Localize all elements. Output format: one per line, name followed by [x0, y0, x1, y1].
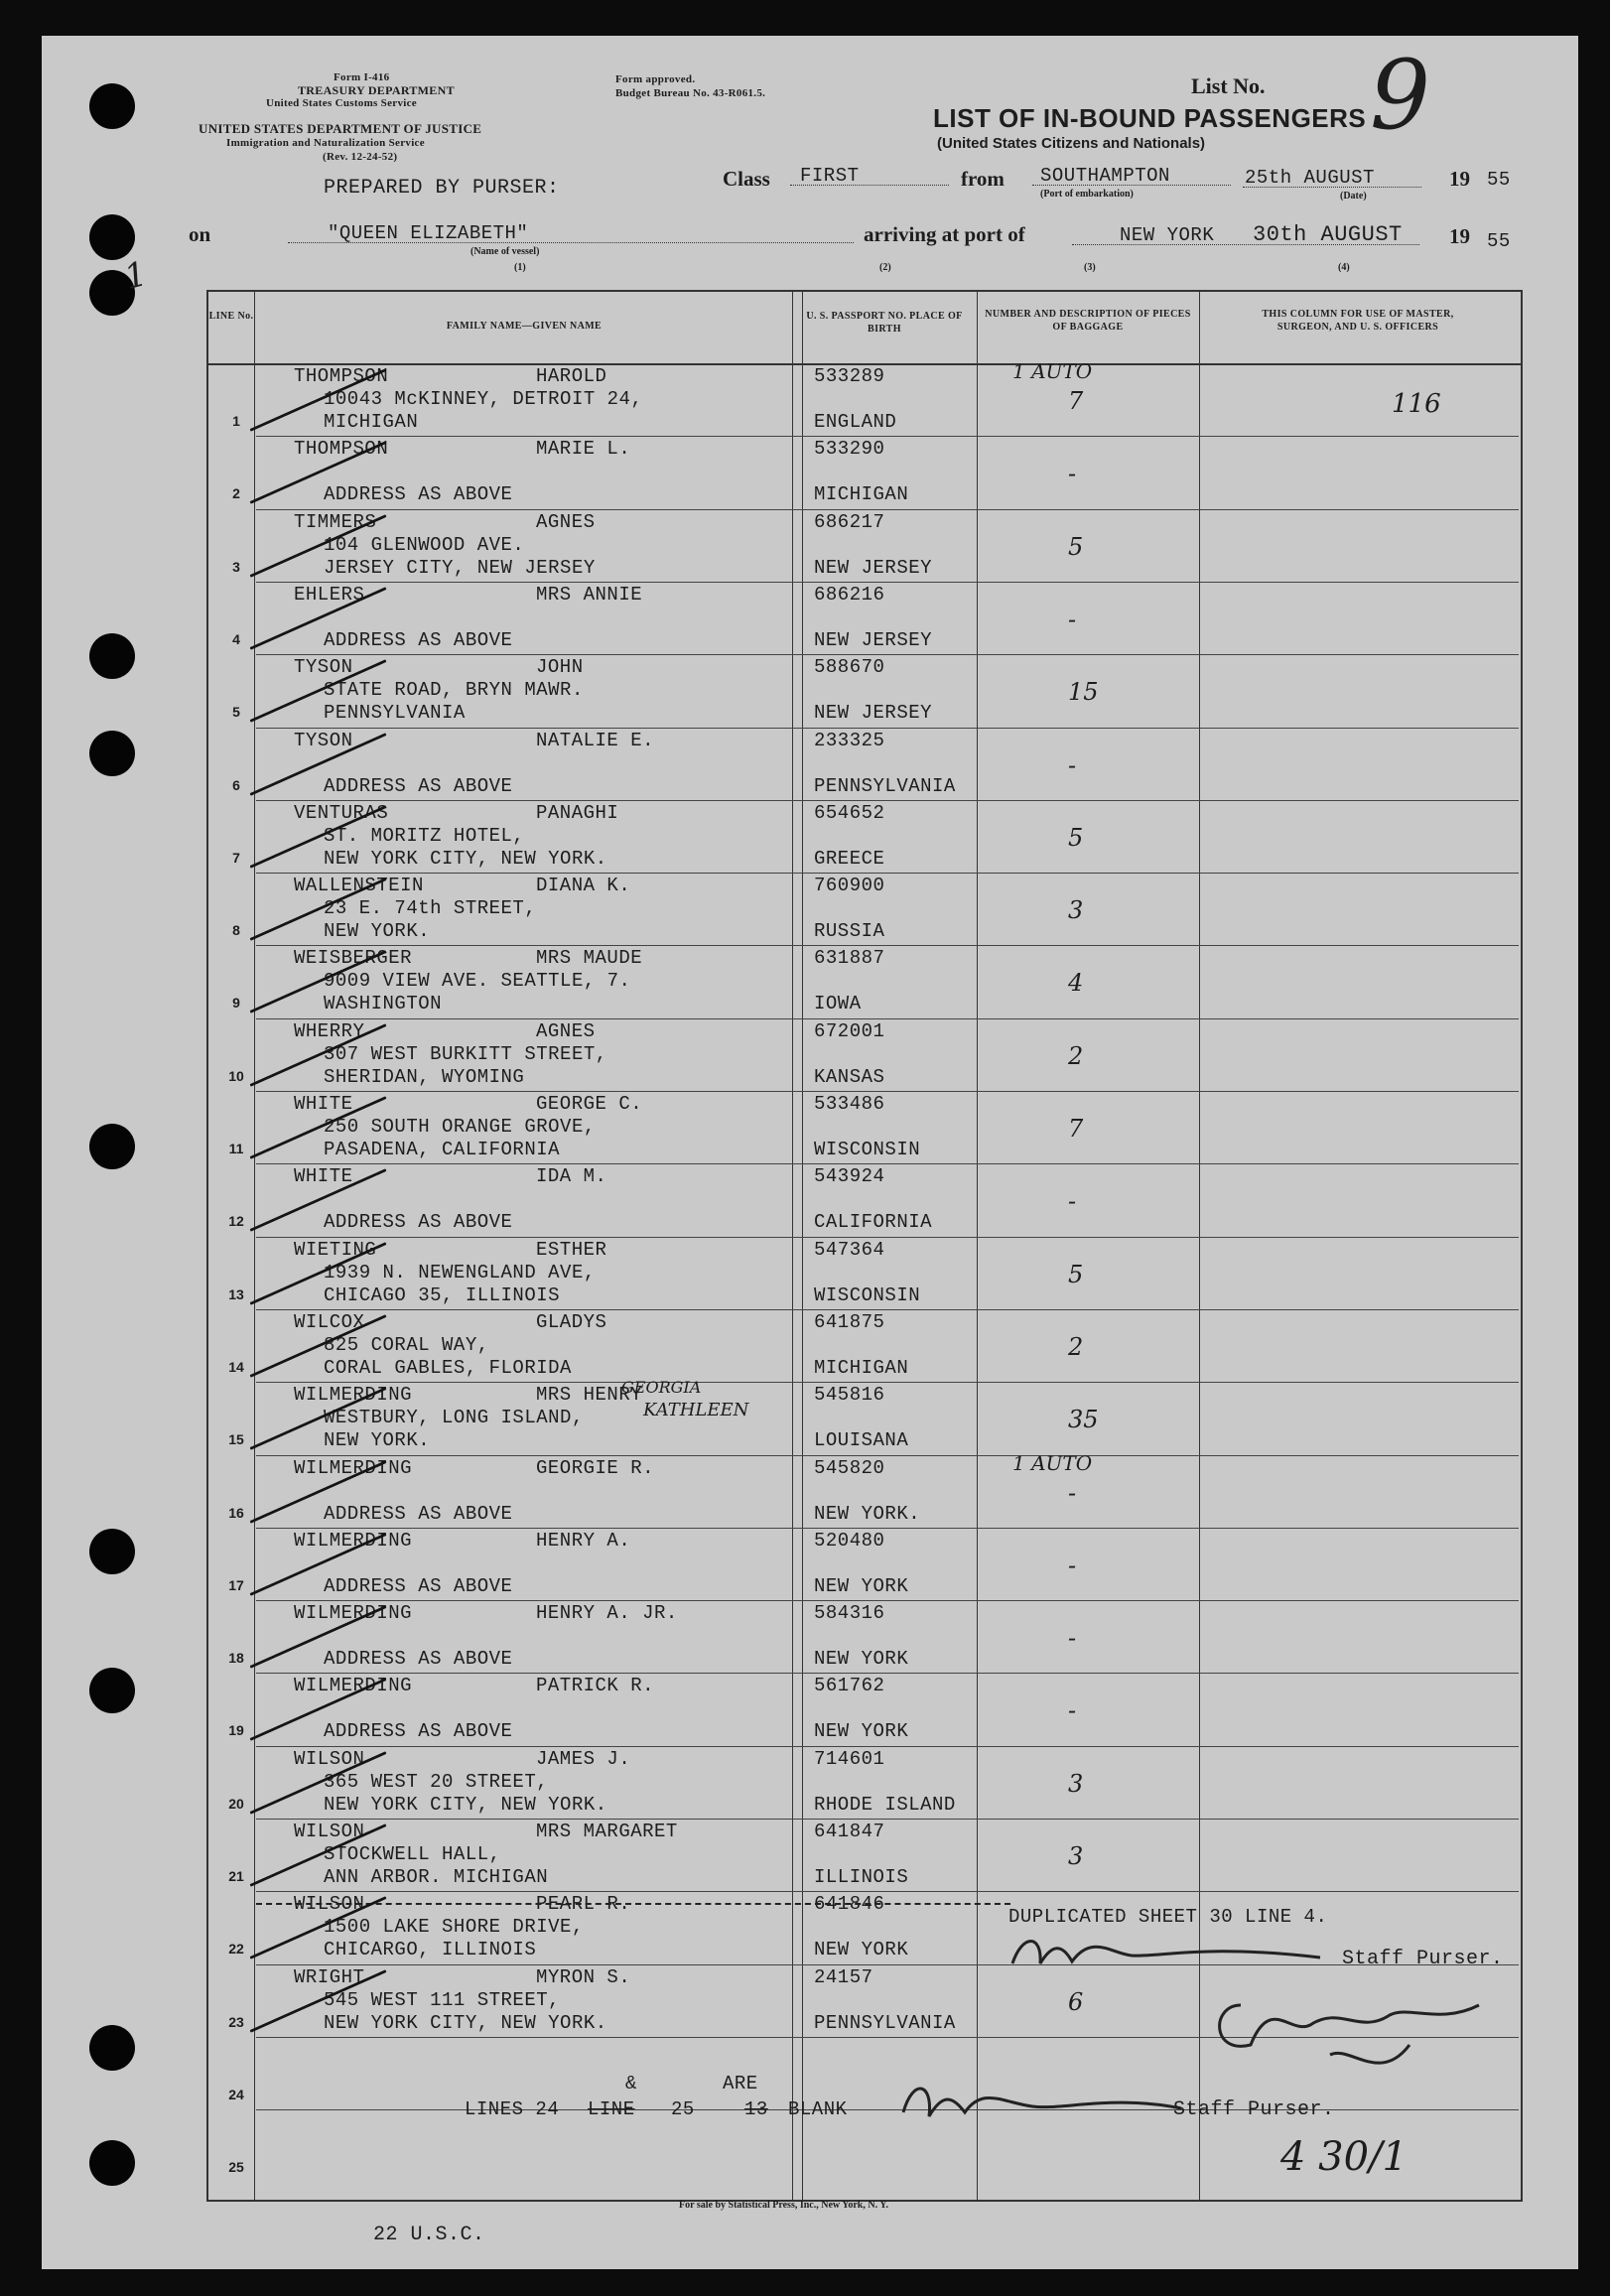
- signature-mark: [893, 2073, 1191, 2132]
- passport-number: 545820: [814, 1456, 885, 1479]
- arrival-date: 30th AUGUST: [1253, 222, 1403, 247]
- given-name: JAMES J.: [536, 1747, 631, 1770]
- blank-lines-25: 25: [671, 2098, 695, 2120]
- given-name: JOHN: [536, 656, 584, 679]
- line-number: 18: [228, 1650, 244, 1667]
- baggage-count: -: [1068, 1624, 1077, 1653]
- punch-hole: [89, 633, 135, 679]
- given-name: ESTHER: [536, 1238, 607, 1261]
- given-name: HAROLD: [536, 365, 607, 387]
- line-number: 20: [228, 1795, 244, 1812]
- officer-note: 116: [1392, 389, 1441, 419]
- baggage-note: 1 AUTO: [1012, 1450, 1093, 1475]
- baggage-count: 15: [1068, 678, 1099, 707]
- address-line-2: NEW YORK.: [324, 920, 431, 943]
- family-name: WHITE: [294, 1093, 353, 1115]
- address-line-2: NEW YORK.: [324, 1429, 431, 1452]
- row-divider: [256, 1091, 1519, 1092]
- given-name: PATRICK R.: [536, 1675, 655, 1697]
- year2-prefix: 19: [1449, 224, 1470, 248]
- family-name: THOMPSON: [294, 438, 389, 461]
- form-revision: (Rev. 12-24-52): [323, 151, 398, 163]
- vessel-name: "QUEEN ELIZABETH": [328, 222, 529, 244]
- address-line-2: ADDRESS AS ABOVE: [324, 628, 513, 651]
- passport-number: 533289: [814, 365, 885, 387]
- on-label: on: [189, 222, 211, 246]
- birth-place: KANSAS: [814, 1065, 885, 1088]
- given-name: PEARL R.: [536, 1893, 631, 1916]
- punch-hole: [89, 1668, 135, 1713]
- given-name: HENRY A. JR.: [536, 1602, 678, 1625]
- col-header-name: FAMILY NAME—GIVEN NAME: [446, 321, 603, 332]
- family-name: TYSON: [294, 729, 353, 751]
- address-line-2: ADDRESS AS ABOVE: [324, 1720, 513, 1743]
- baggage-count: 3: [1068, 1842, 1084, 1870]
- family-name: WHITE: [294, 1165, 353, 1188]
- given-name: MRS HENRY: [536, 1384, 643, 1407]
- birth-place: WISCONSIN: [814, 1283, 921, 1306]
- passport-number: 641875: [814, 1310, 885, 1333]
- list-no-value: 9: [1370, 40, 1431, 151]
- address-line-2: CHICARGO, ILLINOIS: [324, 1939, 537, 1961]
- birth-place: ILLINOIS: [814, 1866, 909, 1888]
- line-number: 2: [232, 485, 240, 502]
- row-divider: [256, 1163, 1519, 1164]
- printer-note: For sale by Statistical Press, Inc., New York, N. Y.: [679, 2200, 889, 2211]
- address-line-2: NEW YORK CITY, NEW YORK.: [324, 847, 607, 870]
- embark-date: 25th AUGUST: [1245, 167, 1375, 189]
- family-name: WIETING: [294, 1238, 377, 1261]
- passport-number: 545816: [814, 1384, 885, 1407]
- birth-place: IOWA: [814, 993, 862, 1015]
- address-line-2: ADDRESS AS ABOVE: [324, 774, 513, 797]
- address-line-1: 9009 VIEW AVE. SEATTLE, 7.: [324, 970, 631, 993]
- arrival-year: 55: [1487, 230, 1511, 252]
- baggage-count: 2: [1068, 1332, 1084, 1361]
- row-divider: [256, 654, 1519, 655]
- form-subtitle: (United States Citizens and Nationals): [937, 135, 1206, 152]
- address-line-2: ADDRESS AS ABOVE: [324, 1502, 513, 1525]
- budget-bureau: Budget Bureau No. 43-R061.5.: [615, 87, 766, 99]
- passport-number: 714601: [814, 1747, 885, 1770]
- family-name: WILSON: [294, 1821, 365, 1842]
- line-number: 7: [232, 849, 240, 866]
- given-name: HENRY A.: [536, 1529, 631, 1552]
- line-number: 4: [232, 630, 240, 647]
- line-number: 11: [228, 1141, 244, 1156]
- form-approved: Form approved.: [615, 73, 696, 85]
- punch-hole: [89, 731, 135, 776]
- birth-place: NEW YORK: [814, 1574, 909, 1597]
- line-number: 5: [232, 704, 240, 721]
- birth-place: RUSSIA: [814, 920, 885, 943]
- prepared-by: PREPARED BY PURSER:: [324, 177, 560, 200]
- embark-port: SOUTHAMPTON: [1040, 165, 1170, 187]
- baggage-count: 6: [1068, 1987, 1084, 2016]
- passport-number: 631887: [814, 947, 885, 970]
- row-divider: [256, 1309, 1519, 1310]
- given-name: MRS MARGARET: [536, 1821, 678, 1842]
- family-name: WILMERDING: [294, 1384, 413, 1407]
- line-number: 17: [228, 1576, 244, 1593]
- baggage-count: 3: [1068, 1769, 1084, 1798]
- passport-number: 686216: [814, 583, 885, 606]
- address-line-2: CHICAGO 35, ILLINOIS: [324, 1283, 561, 1306]
- purser-signature-2: [1211, 1975, 1489, 2090]
- given-name: GLADYS: [536, 1310, 607, 1333]
- family-name: VENTURAS: [294, 801, 389, 824]
- family-name: TIMMERS: [294, 510, 377, 533]
- line-number: 22: [228, 1941, 244, 1958]
- address-line-2: PENNSYLVANIA: [324, 702, 466, 725]
- line-number: 13: [228, 1285, 244, 1302]
- given-name: MARIE L.: [536, 438, 631, 461]
- row-divider: [256, 436, 1519, 437]
- line-number: 10: [228, 1067, 244, 1084]
- row-divider: [256, 1528, 1519, 1529]
- line-number: 24: [228, 2086, 244, 2102]
- row-divider: [256, 1891, 1519, 1892]
- birth-place: WISCONSIN: [814, 1139, 921, 1160]
- given-name: AGNES: [536, 510, 596, 533]
- address-line-1: 1500 LAKE SHORE DRIVE,: [324, 1916, 584, 1939]
- row-divider: [256, 1382, 1519, 1383]
- row-divider: [256, 582, 1519, 583]
- address-line-1: 307 WEST BURKITT STREET,: [324, 1042, 607, 1065]
- family-name: EHLERS: [294, 583, 365, 606]
- given-name: DIANA K.: [536, 875, 631, 897]
- given-name: MRS MAUDE: [536, 947, 643, 970]
- address-line-2: JERSEY CITY, NEW JERSEY: [324, 556, 596, 579]
- passport-number: 24157: [814, 1965, 873, 1988]
- birth-place: MICHIGAN: [814, 483, 909, 506]
- row-divider: [256, 1673, 1519, 1674]
- line-number: 9: [232, 995, 240, 1012]
- punch-hole: [89, 214, 135, 260]
- row-divider: [256, 1819, 1519, 1820]
- footer-code: 22 U.S.C.: [373, 2224, 485, 2246]
- line-number: 12: [228, 1213, 244, 1230]
- birth-place: NEW YORK: [814, 1939, 909, 1961]
- passport-number: 584316: [814, 1602, 885, 1625]
- margin-mark: 1: [120, 253, 152, 299]
- passport-number: 641847: [814, 1821, 885, 1842]
- baggage-count: 5: [1068, 823, 1084, 852]
- row-divider: [256, 945, 1519, 946]
- line-number: 15: [228, 1431, 244, 1448]
- birth-place: CALIFORNIA: [814, 1211, 933, 1234]
- address-line-2: ADDRESS AS ABOVE: [324, 1211, 513, 1234]
- baggage-count: 7: [1068, 387, 1084, 415]
- blank-lines-line: LINE: [588, 2098, 635, 2120]
- baggage-count: -: [1068, 750, 1077, 779]
- passport-number: 760900: [814, 875, 885, 897]
- vessel-caption: (Name of vessel): [470, 246, 540, 257]
- line-number: 16: [228, 1504, 244, 1521]
- birth-place: PENNSYLVANIA: [814, 2011, 956, 2034]
- baggage-count: -: [1068, 1551, 1077, 1579]
- baggage-count: -: [1068, 605, 1077, 633]
- passport-number: 641846: [814, 1893, 885, 1916]
- signature-mark: [1211, 1975, 1489, 2085]
- family-name: WILMERDING: [294, 1602, 413, 1625]
- justice-dept: UNITED STATES DEPARTMENT OF JUSTICE: [199, 121, 482, 136]
- arriving-label: arriving at port of: [864, 222, 1025, 246]
- row-divider: [256, 728, 1519, 729]
- baggage-note: 1 AUTO: [1012, 359, 1093, 383]
- address-correction: KATHLEEN: [643, 1400, 749, 1421]
- form-title: LIST OF IN-BOUND PASSENGERS: [933, 103, 1367, 133]
- birth-place: NEW YORK: [814, 1648, 909, 1671]
- passport-number: 520480: [814, 1529, 885, 1552]
- address-line-1: 104 GLENWOOD AVE.: [324, 533, 525, 556]
- address-line-2: SHERIDAN, WYOMING: [324, 1065, 525, 1088]
- blank-lines-amp: &: [625, 2073, 637, 2094]
- year-prefix: 19: [1449, 167, 1470, 191]
- address-line-1: 23 E. 74th STREET,: [324, 897, 537, 920]
- address-line-1: 545 WEST 111 STREET,: [324, 1988, 561, 2011]
- line-number: 25: [228, 2159, 244, 2176]
- line-number: 8: [232, 922, 240, 939]
- birth-place: NEW YORK.: [814, 1502, 921, 1525]
- given-name: GEORGIE R.: [536, 1456, 655, 1479]
- family-name: WILMERDING: [294, 1675, 413, 1697]
- row-divider: [256, 1018, 1519, 1019]
- col-header-line: LINE No.: [208, 311, 254, 322]
- family-name: TYSON: [294, 656, 353, 679]
- address-line-1: 365 WEST 20 STREET,: [324, 1770, 549, 1793]
- given-name: GEORGE C.: [536, 1093, 643, 1115]
- birth-place: NEW JERSEY: [814, 628, 933, 651]
- baggage-count: 5: [1068, 1260, 1084, 1288]
- punch-hole: [89, 83, 135, 129]
- address-line-1: 1939 N. NEWENGLAND AVE,: [324, 1261, 596, 1283]
- address-line-1: 10043 McKINNEY, DETROIT 24,: [324, 388, 643, 410]
- form-number: Form I-416: [334, 71, 390, 83]
- passport-number: 533290: [814, 438, 885, 461]
- address-line-2: PASADENA, CALIFORNIA: [324, 1139, 561, 1160]
- line-number: 21: [228, 1868, 244, 1884]
- customs-service: United States Customs Service: [266, 97, 417, 109]
- address-line-1: 825 CORAL WAY,: [324, 1333, 489, 1356]
- address-line-2: WASHINGTON: [324, 993, 443, 1015]
- row-divider: [256, 1237, 1519, 1238]
- col-num-2: (2): [879, 262, 891, 273]
- passport-number: 533486: [814, 1093, 885, 1115]
- address-line-2: NEW YORK CITY, NEW YORK.: [324, 2011, 607, 2034]
- family-name: WRIGHT: [294, 1965, 365, 1988]
- baggage-count: 7: [1068, 1115, 1084, 1143]
- col-header-officers: THIS COLUMN FOR USE OF MASTER, SURGEON, AND U. S. OFFICERS: [1262, 309, 1454, 333]
- family-name: THOMPSON: [294, 365, 389, 387]
- blank-lines-13: 13: [744, 2098, 768, 2120]
- birth-place: NEW YORK: [814, 1720, 909, 1743]
- baggage-count: 35: [1068, 1406, 1099, 1434]
- family-name: WILMERDING: [294, 1529, 413, 1552]
- row-divider: [256, 873, 1519, 874]
- row-divider: [256, 509, 1519, 510]
- blank-lines-are: ARE: [723, 2073, 758, 2094]
- row-divider: [256, 1455, 1519, 1456]
- birth-place: MICHIGAN: [814, 1356, 909, 1379]
- family-name: WILSON: [294, 1747, 365, 1770]
- passport-number: 561762: [814, 1675, 885, 1697]
- blank-lines-pre: LINES 24: [465, 2098, 560, 2120]
- address-line-2: ADDRESS AS ABOVE: [324, 1574, 513, 1597]
- passport-number: 686217: [814, 510, 885, 533]
- address-line-1: ST. MORITZ HOTEL,: [324, 824, 525, 847]
- address-line-2: NEW YORK CITY, NEW YORK.: [324, 1793, 607, 1816]
- blank-lines-post: BLANK: [788, 2098, 848, 2120]
- punch-hole: [89, 1529, 135, 1574]
- baggage-count: -: [1068, 1187, 1077, 1216]
- embark-caption: (Port of embarkation): [1040, 189, 1134, 200]
- col-num-1: (1): [514, 262, 526, 273]
- list-no-label: List No.: [1191, 73, 1266, 98]
- given-name: IDA M.: [536, 1165, 607, 1188]
- passport-number: 588670: [814, 656, 885, 679]
- from-label: from: [961, 167, 1005, 191]
- line-number: 3: [232, 558, 240, 575]
- row-divider: [256, 800, 1519, 801]
- punch-hole: [89, 2025, 135, 2071]
- address-line-1: STATE ROAD, BRYN MAWR.: [324, 679, 584, 702]
- birth-place: PENNSYLVANIA: [814, 774, 956, 797]
- birth-place: NEW JERSEY: [814, 702, 933, 725]
- bottom-fraction: 4 30/1: [1280, 2134, 1408, 2180]
- line-number: 19: [228, 1722, 244, 1739]
- date-caption: (Date): [1340, 191, 1367, 202]
- passport-number: 233325: [814, 729, 885, 751]
- address-line-2: ADDRESS AS ABOVE: [324, 1648, 513, 1671]
- family-name: WHERRY: [294, 1019, 365, 1042]
- family-name: WILCOX: [294, 1310, 365, 1333]
- arrival-port: NEW YORK: [1120, 224, 1215, 246]
- purser-signature-3: [893, 2073, 1191, 2137]
- class-value: FIRST: [800, 165, 860, 187]
- family-name: WEISBERGER: [294, 947, 413, 970]
- line-number: 23: [228, 2013, 244, 2030]
- given-name: NATALIE E.: [536, 729, 655, 751]
- birth-place: RHODE ISLAND: [814, 1793, 956, 1816]
- address-line-1: 250 SOUTH ORANGE GROVE,: [324, 1116, 596, 1138]
- punch-hole: [89, 2140, 135, 2186]
- treasury-dept: TREASURY DEPARTMENT: [298, 83, 455, 97]
- baggage-count: -: [1068, 1696, 1077, 1725]
- row-divider: [256, 1600, 1519, 1601]
- class-label: Class: [723, 167, 770, 191]
- line-number: 14: [228, 1358, 244, 1375]
- given-name: MYRON S.: [536, 1965, 631, 1988]
- baggage-count: 5: [1068, 532, 1084, 561]
- staff-purser-1: Staff Purser.: [1342, 1948, 1504, 1970]
- address-line-2: CORAL GABLES, FLORIDA: [324, 1356, 572, 1379]
- punch-hole: [89, 1124, 135, 1169]
- family-name: WALLENSTEIN: [294, 875, 424, 897]
- col-header-baggage: NUMBER AND DESCRIPTION OF PIECES OF BAGGAGE: [985, 309, 1191, 333]
- baggage-count: -: [1068, 1478, 1077, 1507]
- passport-number: 547364: [814, 1238, 885, 1261]
- address-line-1: STOCKWELL HALL,: [324, 1843, 501, 1865]
- baggage-count: 4: [1068, 969, 1084, 998]
- col-num-4: (4): [1338, 262, 1350, 273]
- line-number: 6: [232, 776, 240, 793]
- given-name: PANAGHI: [536, 801, 619, 824]
- family-name: WILSON: [294, 1893, 365, 1916]
- col-num-3: (3): [1084, 262, 1096, 273]
- given-name: MRS ANNIE: [536, 583, 643, 606]
- baggage-count: -: [1068, 460, 1077, 488]
- birth-place: LOUISANA: [814, 1429, 909, 1452]
- birth-place: NEW JERSEY: [814, 556, 933, 579]
- staff-purser-2: Staff Purser.: [1173, 2098, 1335, 2121]
- birth-place: GREECE: [814, 847, 885, 870]
- given-name: AGNES: [536, 1019, 596, 1042]
- passport-number: 543924: [814, 1165, 885, 1188]
- birth-place: ENGLAND: [814, 411, 897, 433]
- line-number: 1: [232, 413, 240, 429]
- passport-number: 654652: [814, 801, 885, 824]
- address-line-2: MICHIGAN: [324, 411, 419, 433]
- duplicated-note: DUPLICATED SHEET 30 LINE 4.: [1008, 1906, 1328, 1928]
- address-line-2: ADDRESS AS ABOVE: [324, 483, 513, 506]
- col-header-passport: U. S. PASSPORT NO. PLACE OF BIRTH: [806, 311, 963, 335]
- family-name: WILMERDING: [294, 1456, 413, 1479]
- given-name-correction: GEORGIA: [621, 1378, 702, 1398]
- embark-year: 55: [1487, 169, 1511, 191]
- ins-service: Immigration and Naturalization Service: [226, 137, 425, 149]
- baggage-count: 2: [1068, 1041, 1084, 1070]
- address-line-2: ANN ARBOR. MICHIGAN: [324, 1866, 549, 1888]
- baggage-count: 3: [1068, 896, 1084, 925]
- signature-mark: [1003, 1924, 1330, 1983]
- address-line-1: WESTBURY, LONG ISLAND,: [324, 1407, 584, 1429]
- passport-number: 672001: [814, 1019, 885, 1042]
- row-divider: [256, 1746, 1519, 1747]
